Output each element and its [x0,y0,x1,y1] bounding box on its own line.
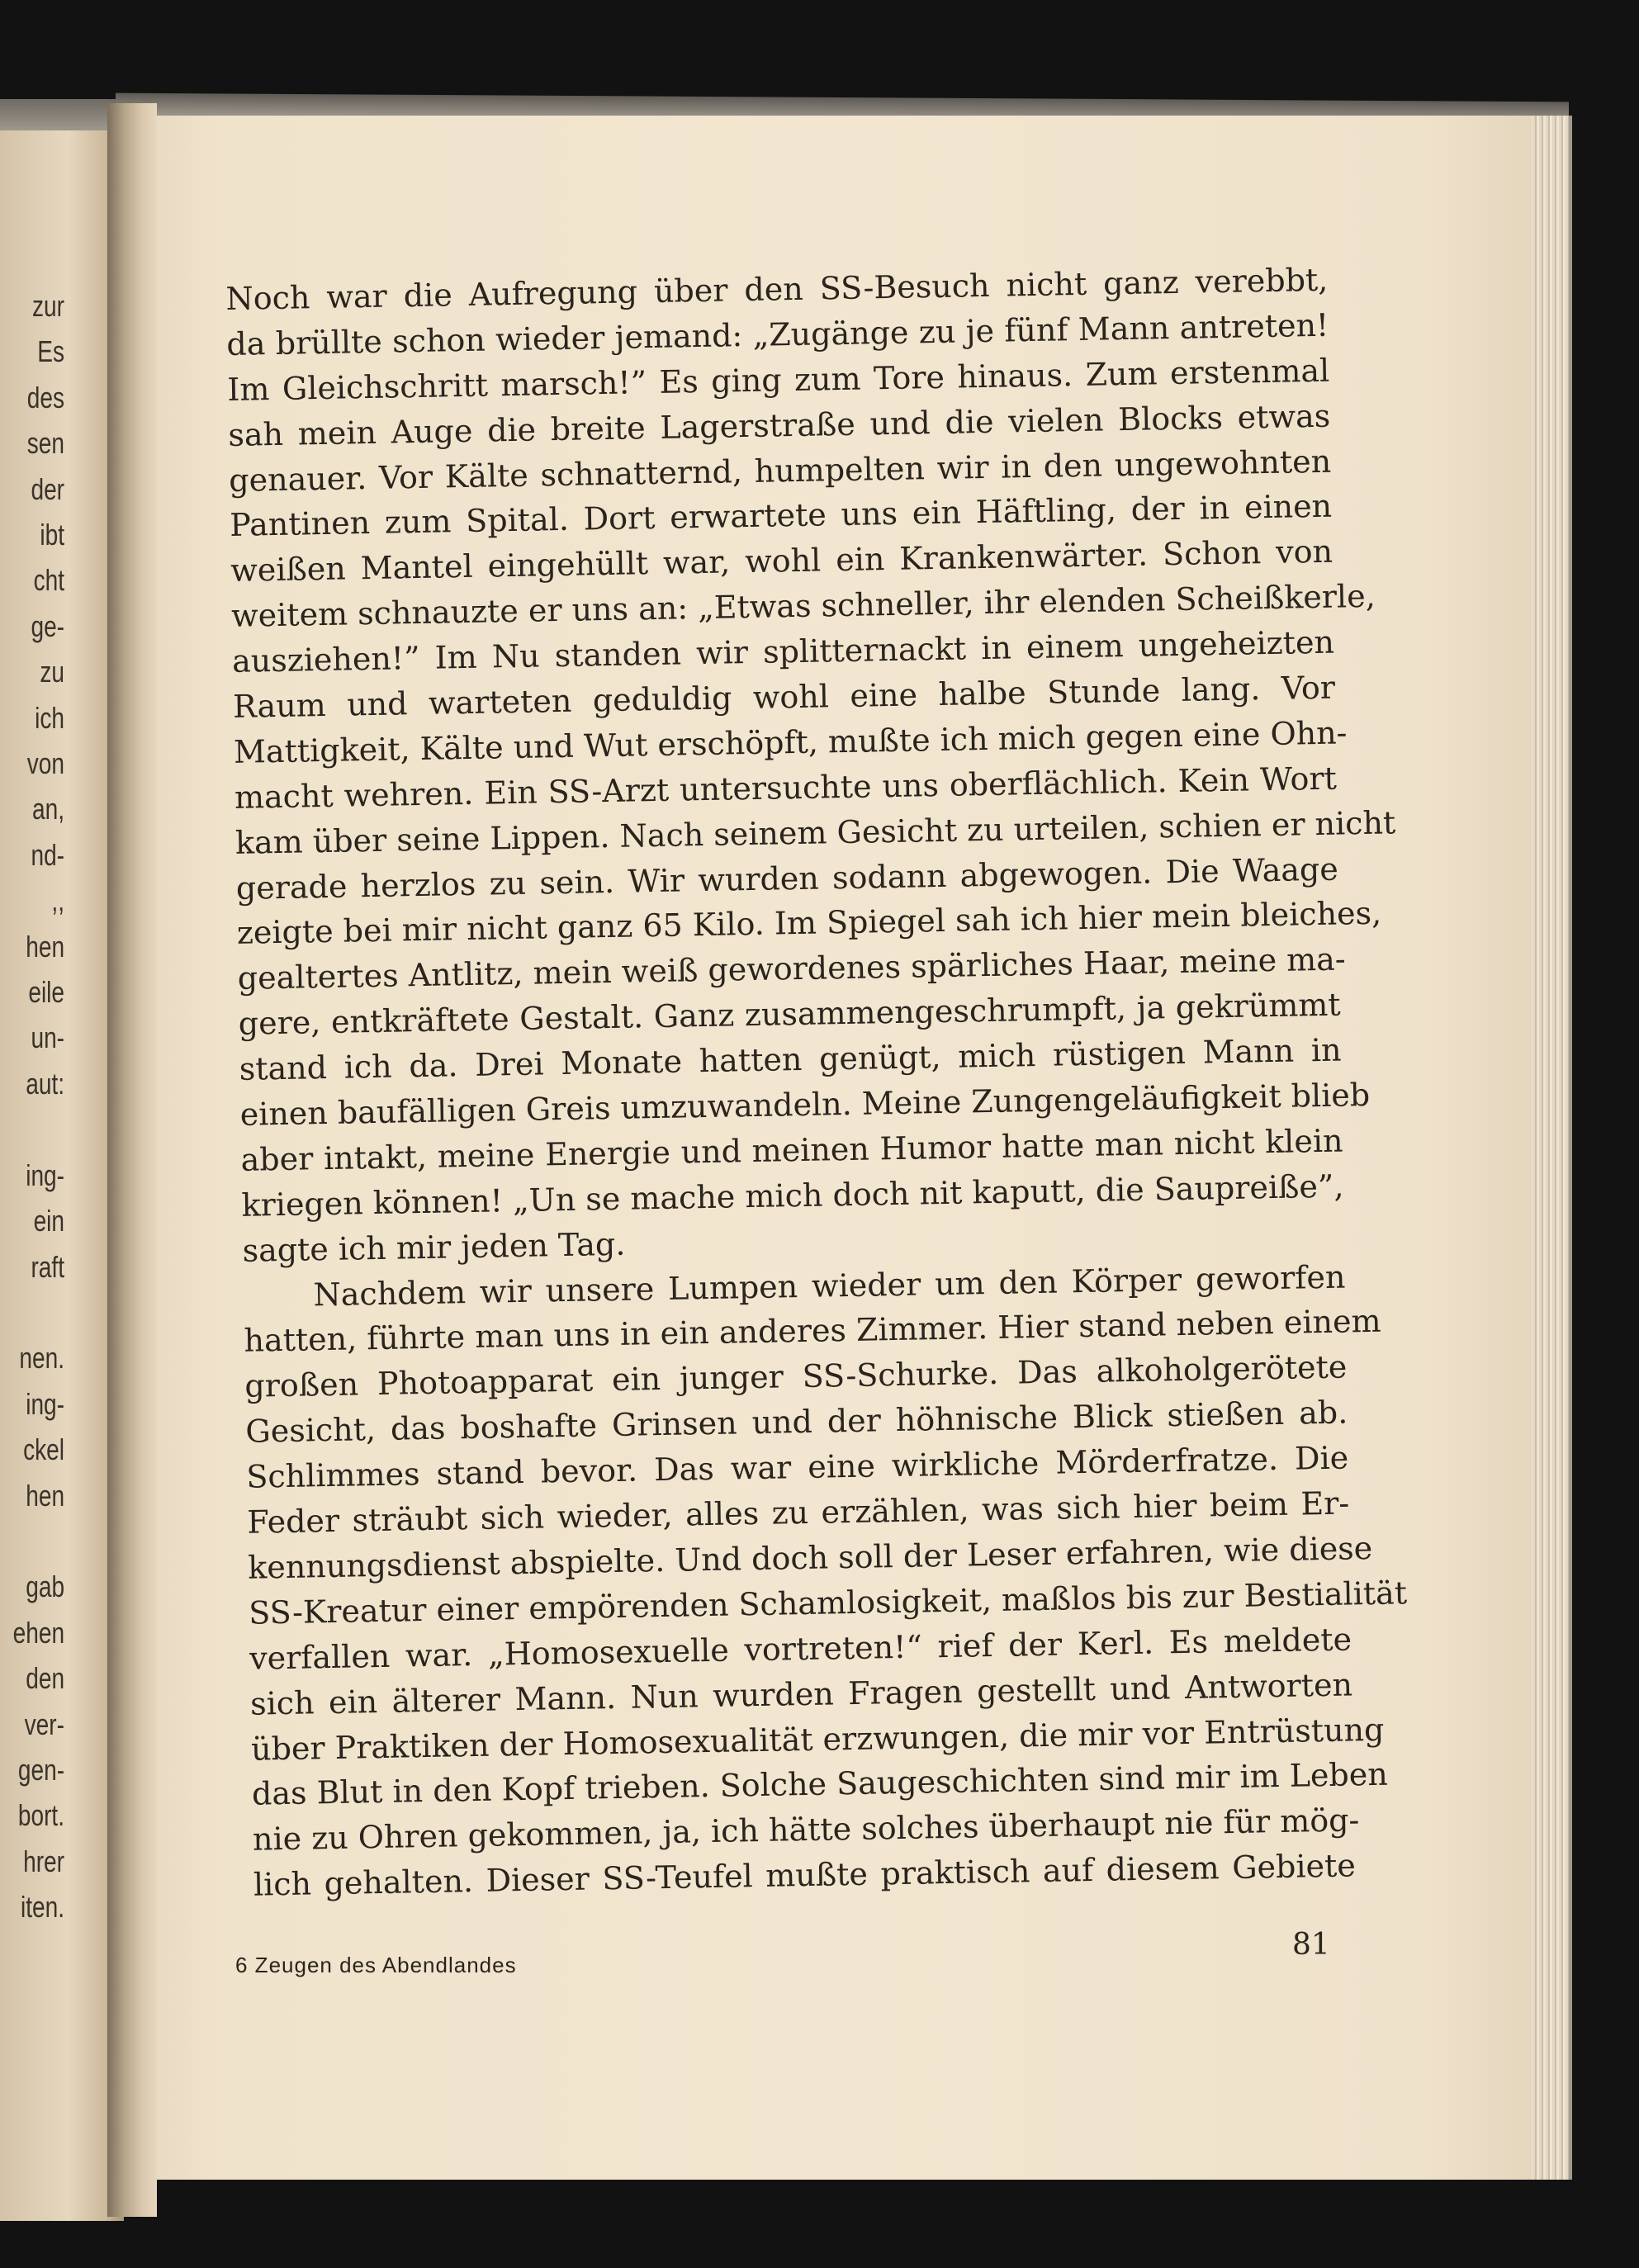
left-page-fragment: zur [31,289,64,323]
left-page-fragment: gab [26,1570,64,1603]
text-line: sich ein älterer Mann. Nun wurden Fragen gestellt und Antworten [249,1666,1353,1722]
text-line: Pantinen zum Spital. Dort erwartete uns ein Häftling, der in einen [229,488,1333,544]
text-line: Mattigkeit, Kälte und Wut erschöpft, mußte ich mich gegen eine Ohn- [233,714,1348,770]
left-page-fragment: gen- [17,1753,64,1787]
text-line: genauer. Vor Kälte schnatternd, humpelten wir in den ungewohnten [228,443,1332,499]
text-line: einen baufälligen Greis umzuwandeln. Meine Zungengeläufigkeit blieb [239,1076,1371,1133]
text-line: stand ich da. Drei Monate hatten genügt, mich rüstigen Mann in [239,1031,1342,1087]
left-page-fragment: sen [26,426,64,460]
left-page-fragment: der [31,472,64,506]
text-line: Gesicht, das boshafte Grinsen und der höhnische Blick stießen ab. [245,1394,1348,1451]
left-page-fragment: ge- [31,609,64,643]
text-line: kriegen können! „Un se mache mich doch nit kaputt, die Saupreiße”, [241,1167,1344,1224]
text-line: Schlimmes stand bevor. Das war eine wirkliche Mörderfratze. Die [245,1439,1349,1495]
text-line: ausziehen!” Im Nu standen wir splitternackt in einem ungeheizten [231,623,1335,680]
left-page-fragment: eile [28,975,64,1009]
left-page-fragment: ehen [12,1616,64,1650]
text-line: macht wehren. Ein SS-Arzt untersuchte uns oberflächlich. Kein Wort [234,760,1338,816]
left-page-fragment: hen [26,1479,64,1513]
left-page-fragment: bort. [17,1798,64,1832]
text-line: weißen Mantel eingehüllt war, wohl ein Krankenwärter. Schon von [230,533,1333,589]
text-line-paragraph-end: sagte ich mir jeden Tag. [242,1225,626,1269]
text-line: Feder sträubt sich wieder, alles zu erzählen, was sich hier beim Er- [246,1484,1350,1541]
text-line: Noch war die Aufregung über den SS-Besuch nicht ganz verebbt, [225,261,1329,317]
text-line: über Praktiken der Homosexualität erzwungen, die mir vor Entrüstung [250,1711,1385,1768]
text-line: Im Gleichschritt marsch!” Es ging zum Tore hinaus. Zum erstenmal [227,352,1330,408]
text-line: kennungsdienst abspielte. Und doch soll der Leser erfahren, wie diese [247,1529,1373,1586]
text-line: nie zu Ohren gekommen, ja, ich hätte solches überhaupt nie für mög- [252,1802,1360,1858]
left-page-fragment: ckel [23,1432,64,1466]
text-line: verfallen war. „Homosexuelle vortreten!“ rief der Kerl. Es meldete [249,1621,1352,1677]
text-line: zeigte bei mir nicht ganz 65 Kilo. Im Spiegel sah ich hier mein bleiches, [236,895,1382,952]
left-page-text-fragments [0,289,74,1982]
text-line: das Blut in den Kopf trieben. Solche Saugeschichten sind mir im Leben [251,1756,1389,1813]
text-line: SS-Kreatur einer empörenden Schamlosigkeit, maßlos bis zur Bestialität [248,1574,1408,1631]
left-page-fragment: un- [31,1020,64,1054]
text-line: da brüllte schon wieder jemand: „Zugänge zu je fünf Mann antreten! [226,306,1329,362]
page-number: 81 [1292,1928,1330,1962]
left-page-fragment: cht [33,563,64,597]
right-page [136,116,1532,2180]
text-line: sah mein Auge die breite Lagerstraße und die vielen Blocks etwas [227,397,1331,453]
text-line-paragraph-start: Nachdem wir unsere Lumpen wieder um den Körper geworfen [313,1258,1346,1313]
left-page-fragment: ing- [26,1387,64,1421]
text-line: Raum und warteten geduldig wohl eine halbe Stunde lang. Vor [232,669,1336,725]
left-page-fragment: nen. [19,1341,64,1375]
left-page-fragment: ich [35,701,64,735]
text-line: gealtertes Antlitz, mein weiß gewordenes spärliches Haar, meine ma- [237,940,1347,997]
left-page-fragment: ibt [40,518,64,552]
text-line: hatten, führte man uns in ein anderes Zimmer. Hier stand neben einem [244,1303,1381,1360]
text-line: großen Photoapparat ein junger SS-Schurke. Das alkoholgerötete [244,1348,1348,1405]
text-line: gerade herzlos zu sein. Wir wurden sodann abgewogen. Die Waage [235,850,1339,907]
spine-gutter [107,103,157,2217]
text-line: weitem schnauzte er uns an: „Etwas schneller, ihr elenden Scheißkerle, [230,577,1376,635]
left-page-fragment: den [26,1661,64,1695]
left-page-fragment: an, [31,792,64,826]
signature-mark: 6 Zeugen des Abendlandes [235,1953,517,1977]
left-page-fragment: hen [26,930,64,964]
left-page-fragment: ein [33,1204,64,1238]
left-page-fragment: iten. [20,1890,64,1924]
left-page-fragment: zu [40,655,64,689]
left-page-fragment: ing- [26,1158,64,1192]
left-page-fragment: ver- [24,1707,64,1741]
left-page-fragment: hrer [23,1844,64,1878]
left-page-fragment: nd- [31,838,64,872]
left-page-fragment: Es [37,334,64,368]
text-line: aber intakt, meine Energie und meinen Humor hatte man nicht klein [240,1122,1343,1178]
left-page-fragment: aut: [26,1067,64,1101]
text-line: lich gehalten. Dieser SS-Teufel mußte praktisch auf diesem Gebiete [253,1847,1357,1903]
text-line: gere, entkräftete Gestalt. Ganz zusammengeschrumpft, ja gekrümmt [238,986,1341,1043]
left-page-fragment: von [26,746,64,780]
text-line: kam über seine Lippen. Nach seinem Gesicht zu urteilen, schien er nicht [234,804,1396,861]
left-page-fragment: des [26,381,64,414]
left-page-fragment: raft [31,1250,64,1284]
left-page-fragment: ,, [51,883,64,917]
body-text [225,258,1408,1908]
